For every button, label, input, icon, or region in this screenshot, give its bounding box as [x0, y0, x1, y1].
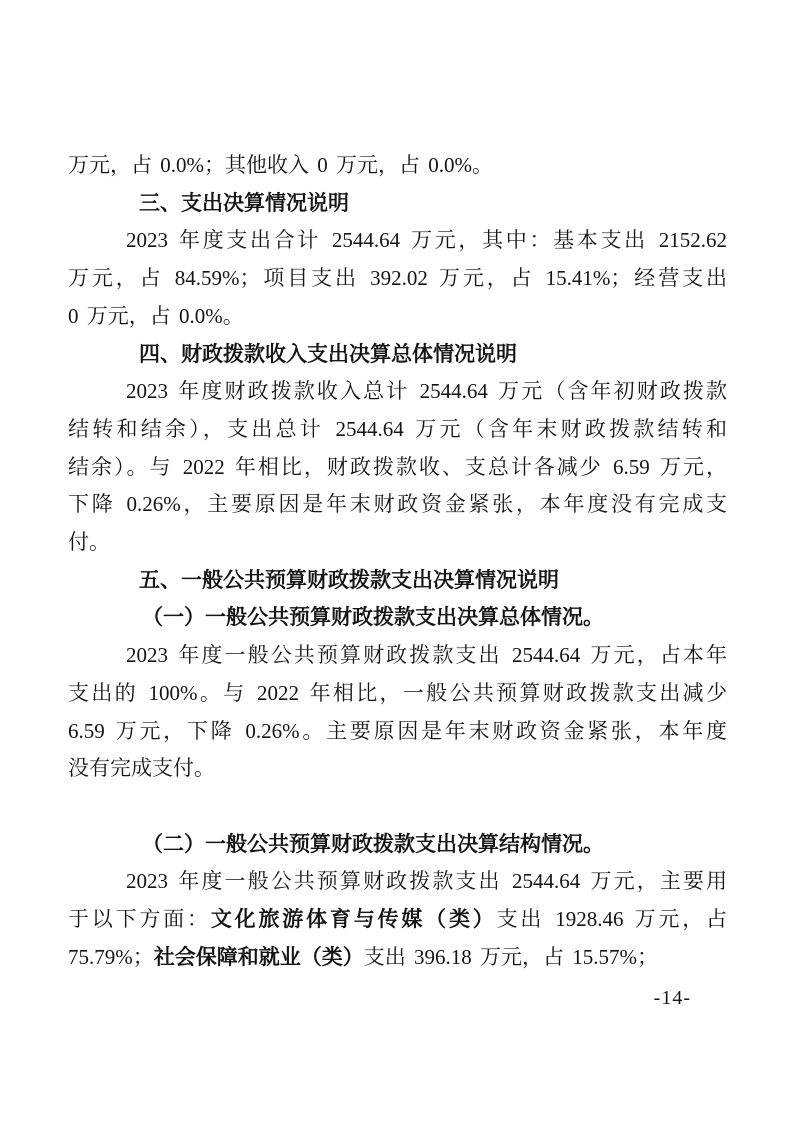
- emphasis-text-run: 社会保障和就业（类）: [153, 944, 364, 969]
- text-run: 三、支出决算情况说明: [139, 191, 349, 215]
- section-heading-3: [68, 185, 727, 223]
- text-run: 万元，占 84.59%；项目支出 392.02 万元，占 15.41%；经营支出: [68, 266, 727, 291]
- paragraph-line: [68, 486, 727, 524]
- paragraph-line: [68, 863, 727, 901]
- paragraph-line: [68, 637, 727, 675]
- paragraph-line: [68, 222, 727, 260]
- paragraph-line: [68, 298, 727, 336]
- document-body: [68, 147, 727, 976]
- text-run: 支出的 100%。与 2022 年相比，一般公共预算财政拨款支出减少: [68, 680, 727, 705]
- paragraph-line: [68, 524, 727, 562]
- emphasis-text-run: 文化旅游体育与传媒（类）: [210, 907, 497, 932]
- paragraph-line: [68, 675, 727, 713]
- text-run: 付。: [68, 530, 110, 555]
- text-run: 75.79%；: [68, 944, 154, 969]
- text-run: 四、财政拨款收入支出决算总体情况说明: [139, 342, 517, 366]
- subsection-heading-1: [68, 599, 727, 637]
- paragraph-line: [68, 449, 727, 487]
- text-run: 2023 年度一般公共预算财政拨款支出 2544.64 万元，主要用: [126, 869, 727, 894]
- paragraph-line: [68, 750, 727, 788]
- paragraph-line: [68, 713, 727, 751]
- page-footer: [0, 987, 793, 1010]
- text-run: 6.59 万元，下降 0.26%。主要原因是年末财政资金紧张，本年度: [68, 718, 727, 743]
- paragraph-line: [68, 260, 727, 298]
- paragraph-line: [68, 147, 727, 185]
- text-run: 0 万元，占 0.0%。: [68, 303, 244, 328]
- text-run: 五、一般公共预算财政拨款支出决算情况说明: [139, 568, 559, 592]
- paragraph-line: [68, 373, 727, 411]
- text-run: （二）一般公共预算财政拨款支出决算结构情况。: [142, 831, 604, 856]
- text-run: 2023 年度财政拨款收入总计 2544.64 万元（含年初财政拨款: [126, 379, 727, 404]
- text-run: 支出 1928.46 万元，占: [496, 907, 728, 932]
- text-run: 2023 年度支出合计 2544.64 万元，其中：基本支出 2152.62: [126, 228, 727, 253]
- text-run: 下降 0.26%，主要原因是年末财政资金紧张，本年度没有完成支: [68, 492, 727, 517]
- text-run: 结转和结余），支出总计 2544.64 万元（含年末财政拨款结转和: [68, 416, 727, 441]
- text-run: 于以下方面：: [68, 907, 211, 932]
- subsection-heading-2: [68, 826, 727, 864]
- blank-line: [68, 788, 727, 826]
- text-run: 没有完成支付。: [68, 756, 215, 781]
- text-run: 2023 年度一般公共预算财政拨款支出 2544.64 万元，占本年: [126, 643, 727, 668]
- text-run: 结余）。与 2022 年相比，财政拨款收、支总计各减少 6.59 万元，: [68, 454, 727, 479]
- section-heading-5: [68, 562, 727, 600]
- paragraph-line: [68, 939, 727, 977]
- section-heading-4: [68, 336, 727, 374]
- text-run: 万元，占 0.0%；其他收入 0 万元，占 0.0%。: [68, 153, 493, 177]
- text-run: 支出 396.18 万元，占 15.57%；: [363, 944, 658, 969]
- paragraph-line: [68, 411, 727, 449]
- page-number: -14-: [653, 987, 691, 1009]
- paragraph-line: [68, 901, 727, 939]
- text-run: （一）一般公共预算财政拨款支出决算总体情况。: [142, 605, 604, 630]
